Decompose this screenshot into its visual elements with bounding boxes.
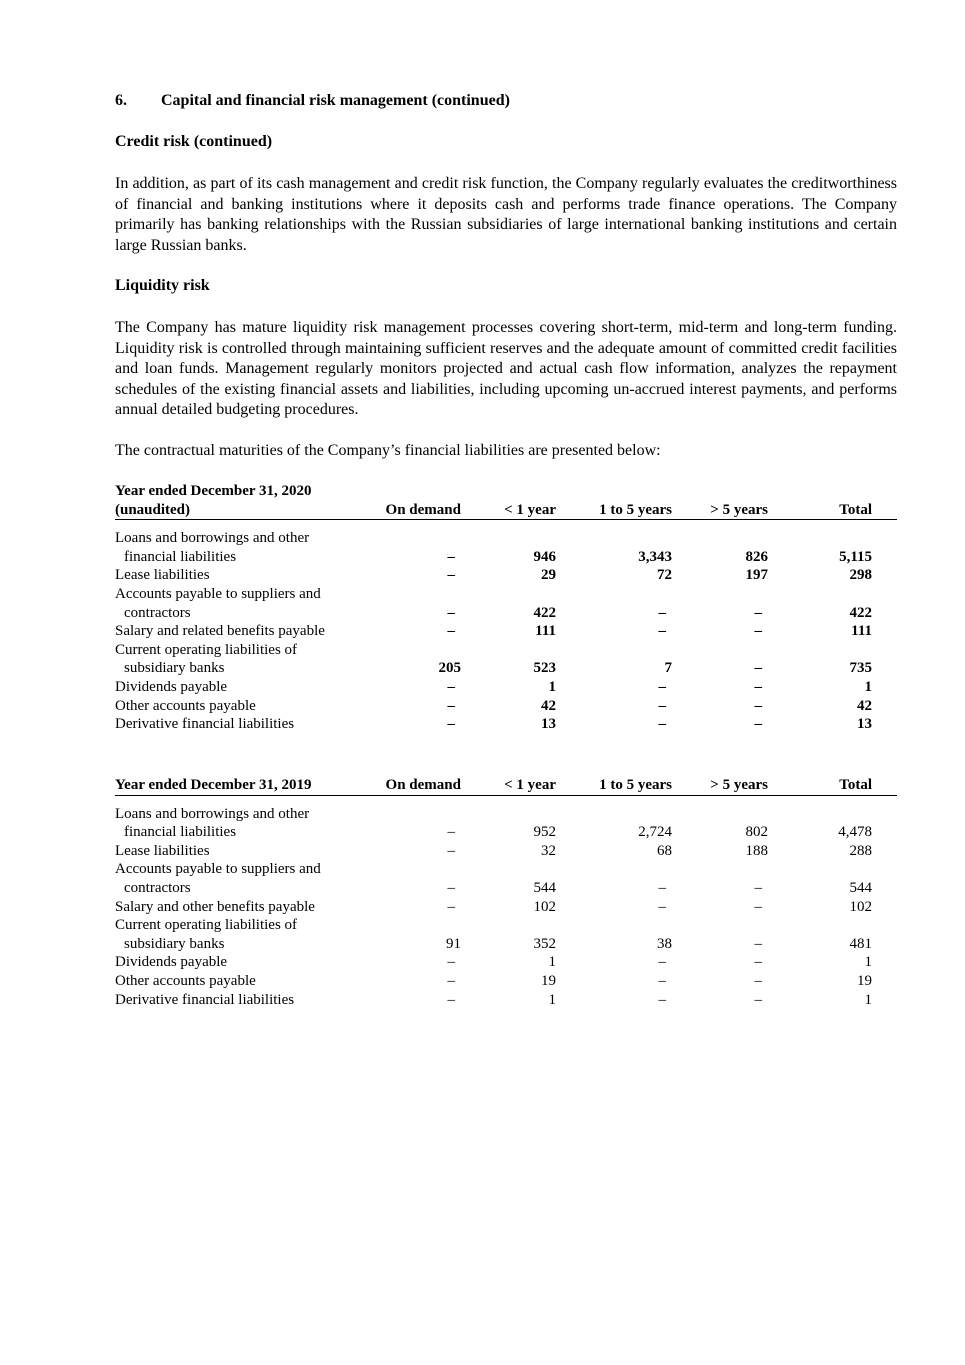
table-row xyxy=(115,991,897,1010)
cell-gt5: 197 xyxy=(745,567,768,584)
row-label-cont: financial liabilities xyxy=(124,824,237,841)
row-label: Lease liabilities xyxy=(115,567,210,584)
cell-gt5: – xyxy=(754,954,762,971)
cell-1to5: – xyxy=(658,716,666,733)
cell-on-demand: 91 xyxy=(446,935,461,952)
maturities-intro: The contractual maturities of the Company’s financial liabilities are presented below: xyxy=(115,442,661,459)
cell-on-demand: – xyxy=(447,623,455,640)
cell-1to5: 68 xyxy=(657,842,672,859)
cell-gt5: – xyxy=(754,879,762,896)
table-row xyxy=(115,972,897,991)
cell-total: 298 xyxy=(849,567,872,584)
table-row-label-line xyxy=(115,529,897,548)
cell-gt5: 188 xyxy=(745,842,768,859)
table-row-label-line xyxy=(115,641,897,660)
cell-pad xyxy=(872,604,897,623)
row-label xyxy=(115,935,360,954)
cell-on-demand: – xyxy=(447,824,455,841)
cell-gt5: 826 xyxy=(745,548,768,565)
cell-total: 422 xyxy=(849,604,872,621)
table-row-label-line xyxy=(115,916,897,935)
cell-pad xyxy=(872,898,897,917)
cell-pad xyxy=(872,566,897,585)
cell-lt1: 523 xyxy=(533,660,556,677)
maturity-table-2020 xyxy=(115,482,897,734)
row-label: Other accounts payable xyxy=(115,972,256,989)
cell-on-demand: – xyxy=(447,972,455,989)
cell-on-demand: – xyxy=(447,879,455,896)
cell-1to5: – xyxy=(658,898,666,915)
col-1to5: 1 to 5 years xyxy=(556,776,672,795)
cell-lt1: 102 xyxy=(533,898,556,915)
col-total: Total xyxy=(768,482,872,520)
cell-on-demand: 205 xyxy=(438,660,461,677)
table-row xyxy=(115,697,897,716)
cell-1to5: 7 xyxy=(664,660,672,677)
cell-total: 544 xyxy=(849,879,872,896)
col-on-demand: On demand xyxy=(360,776,461,795)
row-label: Loans and borrowings and other xyxy=(115,805,310,822)
cell-lt1: 352 xyxy=(533,935,556,952)
cell-lt1: 29 xyxy=(541,567,556,584)
cell-gt5: – xyxy=(754,623,762,640)
cell-1to5: – xyxy=(658,879,666,896)
liquidity-risk-heading: Liquidity risk xyxy=(115,277,210,294)
cell-on-demand: – xyxy=(447,716,455,733)
spacer-row xyxy=(115,795,897,805)
cell-pad xyxy=(872,935,897,954)
cell-pad xyxy=(872,823,897,842)
cell-pad xyxy=(872,548,897,567)
cell-on-demand: – xyxy=(447,604,455,621)
table-row-label-line xyxy=(115,860,897,879)
cell-1to5: 2,724 xyxy=(638,824,672,841)
cell-1to5: – xyxy=(658,604,666,621)
table-row xyxy=(115,842,897,861)
row-label: Dividends payable xyxy=(115,954,228,971)
cell-on-demand: – xyxy=(447,548,455,565)
row-label-cont: contractors xyxy=(124,879,191,896)
cell-gt5: 802 xyxy=(745,824,768,841)
cell-gt5: – xyxy=(754,660,762,677)
table-row-label-line xyxy=(115,585,897,604)
cell-total: 102 xyxy=(849,898,872,915)
cell-gt5: – xyxy=(754,991,762,1008)
cell-on-demand: – xyxy=(447,678,455,695)
cell-1to5: – xyxy=(658,954,666,971)
cell-total: 111 xyxy=(851,623,872,640)
row-label: Derivative financial liabilities xyxy=(115,716,295,733)
cell-1to5: – xyxy=(658,678,666,695)
row-label: Salary and related benefits payable xyxy=(115,623,325,640)
cell-total: 735 xyxy=(849,660,872,677)
cell-total: 288 xyxy=(849,842,872,859)
col-gt5: > 5 years xyxy=(672,482,768,520)
cell-total: 13 xyxy=(857,716,872,733)
table-row xyxy=(115,659,897,678)
row-label: Derivative financial liabilities xyxy=(115,991,295,1008)
cell-pad xyxy=(872,879,897,898)
table-row xyxy=(115,622,897,641)
cell-total: 1 xyxy=(864,678,872,695)
cell-1to5: – xyxy=(658,972,666,989)
row-label: Salary and other benefits payable xyxy=(115,898,315,915)
row-label xyxy=(115,604,360,623)
cell-gt5: – xyxy=(754,972,762,989)
row-label: Other accounts payable xyxy=(115,697,256,714)
cell-1to5: 3,343 xyxy=(638,548,672,565)
table-header-row xyxy=(115,482,897,520)
col-lt1: < 1 year xyxy=(461,776,556,795)
table-header-row xyxy=(115,776,897,795)
cell-pad xyxy=(872,715,897,734)
cell-pad xyxy=(872,659,897,678)
col-total: Total xyxy=(768,776,872,795)
row-label: Accounts payable to suppliers and xyxy=(115,861,321,878)
table-row xyxy=(115,678,897,697)
table-row xyxy=(115,823,897,842)
credit-risk-paragraph: In addition, as part of its cash management and credit risk function, the Company regularly evaluates the creditworthiness of financial and banking institutions where it deposits cash and performs trade finance operations. The Company primarily has banking relationships with the Russian subsidiaries of large international banking institutions and certain large Russian banks. xyxy=(115,175,897,254)
cell-pad xyxy=(872,991,897,1010)
row-label-cont: contractors xyxy=(124,604,191,621)
cell-1to5: – xyxy=(658,991,666,1008)
cell-total: 481 xyxy=(849,935,872,952)
cell-on-demand: – xyxy=(447,842,455,859)
cell-lt1: 19 xyxy=(541,972,556,989)
row-label xyxy=(115,548,360,567)
cell-gt5: – xyxy=(754,898,762,915)
cell-lt1: 422 xyxy=(533,604,556,621)
cell-1to5: 72 xyxy=(657,567,672,584)
table-row xyxy=(115,935,897,954)
table-row xyxy=(115,566,897,585)
cell-gt5: – xyxy=(754,716,762,733)
cell-total: 1 xyxy=(864,991,872,1008)
row-label-cont: subsidiary banks xyxy=(124,660,225,677)
cell-gt5: – xyxy=(754,604,762,621)
cell-pad xyxy=(872,622,897,641)
row-label: Current operating liabilities of xyxy=(115,917,298,934)
row-label xyxy=(115,823,360,842)
cell-lt1: 1 xyxy=(548,954,556,971)
cell-gt5: – xyxy=(754,935,762,952)
table-title-line1: Year ended December 31, 2020 xyxy=(115,483,312,499)
cell-total: 5,115 xyxy=(839,548,872,565)
cell-1to5: – xyxy=(658,697,666,714)
section-title-text: Capital and financial risk management (continued) xyxy=(161,92,510,109)
cell-lt1: 1 xyxy=(548,678,556,695)
cell-on-demand: – xyxy=(447,954,455,971)
cell-pad xyxy=(872,697,897,716)
col-pad xyxy=(872,776,897,795)
cell-1to5: 38 xyxy=(657,935,672,952)
cell-lt1: 952 xyxy=(533,824,556,841)
maturity-table-2019 xyxy=(115,776,897,1009)
table-title-2020 xyxy=(115,482,360,520)
cell-pad xyxy=(872,842,897,861)
col-1to5: 1 to 5 years xyxy=(556,482,672,520)
table-row xyxy=(115,715,897,734)
credit-risk-heading: Credit risk (continued) xyxy=(115,133,273,150)
cell-on-demand: – xyxy=(447,991,455,1008)
section-number: 6. xyxy=(115,92,127,109)
cell-total: 1 xyxy=(864,954,872,971)
table-title-2019: Year ended December 31, 2019 xyxy=(115,776,360,795)
table-row xyxy=(115,898,897,917)
cell-pad xyxy=(872,953,897,972)
cell-lt1: 544 xyxy=(533,879,556,896)
cell-on-demand: – xyxy=(447,898,455,915)
cell-on-demand: – xyxy=(447,697,455,714)
row-label: Accounts payable to suppliers and xyxy=(115,585,321,602)
row-label: Loans and borrowings and other xyxy=(115,530,310,547)
cell-lt1: 111 xyxy=(535,623,556,640)
row-label: Lease liabilities xyxy=(115,842,210,859)
cell-total: 19 xyxy=(857,972,872,989)
cell-lt1: 13 xyxy=(541,716,556,733)
spacer-row xyxy=(115,520,897,530)
cell-lt1: 32 xyxy=(541,842,556,859)
table-row xyxy=(115,604,897,623)
col-pad xyxy=(872,482,897,520)
row-label-cont: subsidiary banks xyxy=(124,935,225,952)
table-row xyxy=(115,548,897,567)
liquidity-risk-paragraph: The Company has mature liquidity risk management processes covering short-term, mid-term and long-term funding. Liquidity risk is controlled through maintaining sufficient reserves and the adequate amount of committed credit facilities and loan funds. Management regularly monitors projected and actual cash flow information, analyzes the repayment schedules of the existing financial assets and liabilities, including upcoming un-accrued interest payments, and performs annual detailed budgeting procedures. xyxy=(115,319,897,419)
cell-lt1: 42 xyxy=(541,697,556,714)
col-on-demand: On demand xyxy=(360,482,461,520)
cell-gt5: – xyxy=(754,678,762,695)
row-label: Dividends payable xyxy=(115,678,228,695)
cell-on-demand: – xyxy=(447,567,455,584)
table-row xyxy=(115,879,897,898)
table-title-line2: (unaudited) xyxy=(115,501,191,518)
cell-total: 4,478 xyxy=(838,824,872,841)
row-label xyxy=(115,659,360,678)
cell-1to5: – xyxy=(658,623,666,640)
cell-lt1: 1 xyxy=(548,991,556,1008)
section-title xyxy=(115,92,510,110)
cell-gt5: – xyxy=(754,697,762,714)
col-lt1: < 1 year xyxy=(461,482,556,520)
cell-pad xyxy=(872,678,897,697)
row-label xyxy=(115,879,360,898)
col-gt5: > 5 years xyxy=(672,776,768,795)
table-row-label-line xyxy=(115,805,897,824)
row-label: Current operating liabilities of xyxy=(115,641,298,658)
row-label-cont: financial liabilities xyxy=(124,548,237,565)
cell-total: 42 xyxy=(857,697,872,714)
cell-pad xyxy=(872,972,897,991)
cell-lt1: 946 xyxy=(533,548,556,565)
table-row xyxy=(115,953,897,972)
